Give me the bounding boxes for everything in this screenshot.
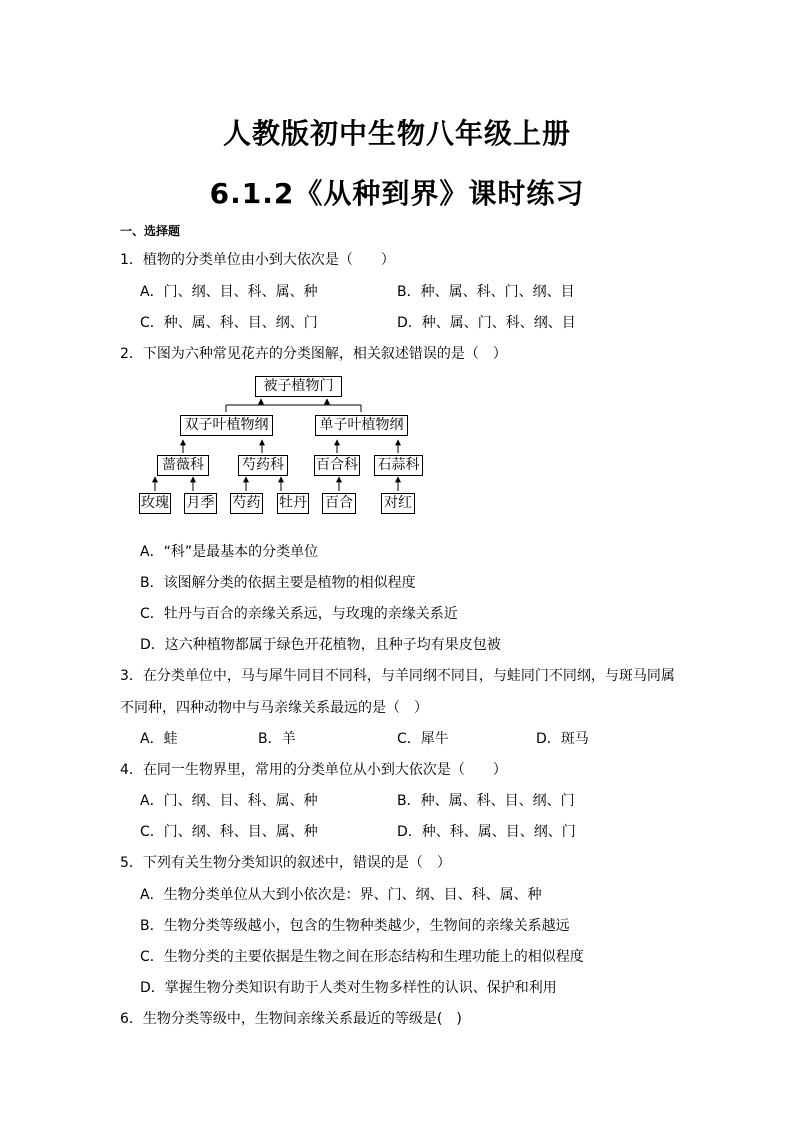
q1-option-c: C．种、属、科、目、纲、门 [140,315,318,331]
box-class-monocot: 单子叶植物纲 [315,415,408,436]
q1-stem: 1．植物的分类单位由小到大依次是（ ） [120,252,395,268]
q3-option-c: C．犀牛 [397,731,449,747]
q4-option-a: A．门、纲、目、科、属、种 [140,793,318,809]
q4-option-c: C．门、纲、科、目、属、种 [140,824,318,840]
box-species-treepeony: 牡丹 [277,493,309,514]
q1-option-a: A．门、纲、目、科、属、种 [140,284,318,300]
box-family-paeoniaceae: 芍药科 [238,455,288,476]
box-phylum: 被子植物门 [255,376,342,397]
q2-stem: 2．下图为六种常见花卉的分类图解，相关叙述错误的是（ ） [120,346,507,362]
box-family-liliaceae: 百合科 [314,455,360,476]
box-species-peony: 芍药 [230,493,263,514]
q2-option-d: D．这六种植物都属于绿色开花植物，且种子均有果皮包被 [140,637,501,653]
q1-option-d: D．种、属、门、科、纲、目 [397,315,576,331]
q5-stem: 5．下列有关生物分类知识的叙述中，错误的是（ ） [120,855,451,871]
q3-stem-line1: 3．在分类单位中，马与犀牛同目不同科，与羊同纲不同目，与蛙同门不同纲，与斑马同属 [120,668,675,684]
q5-option-a: A．生物分类单位从大到小依次是：界、门、纲、目、科、属、种 [140,887,542,903]
q3-option-a: A．蛙 [140,731,178,747]
box-species-lily: 百合 [322,493,356,514]
box-family-amaryllidaceae: 石蒜科 [374,455,423,476]
q5-option-c: C．生物分类的主要依据是生物之间在形态结构和生理功能上的相似程度 [140,949,584,965]
q3-option-d: D．斑马 [536,731,589,747]
q3-option-b: B．羊 [258,731,296,747]
q4-option-d: D．种、科、属、目、纲、门 [397,824,576,840]
doc-title-line2: 6.1.2《从种到界》课时练习 [209,177,585,210]
box-species-rose: 玫瑰 [139,493,171,514]
section-heading: 一、选择题 [120,224,181,238]
q2-option-b: B．该图解分类的依据主要是植物的相似程度 [140,575,416,591]
doc-title-line1: 人教版初中生物八年级上册 [222,117,571,150]
box-family-rosaceae: 蔷薇科 [157,455,209,476]
q4-stem: 4．在同一生物界里，常用的分类单位从小到大依次是（ ） [120,762,507,778]
q2-option-c: C．牡丹与百合的亲缘关系远，与玫瑰的亲缘关系近 [140,606,458,622]
q4-option-b: B．种、属、科、目、纲、门 [397,793,575,809]
q5-option-d: D．掌握生物分类知识有助于人类对生物多样性的认识、保护和利用 [140,980,557,996]
q1-option-b: B．种、属、科、门、纲、目 [397,284,575,300]
box-species-duihong: 对红 [381,493,415,514]
box-class-dicot: 双子叶植物纲 [180,415,273,436]
q3-stem-line2: 不同种，四种动物中与马亲缘关系最远的是（ ） [120,700,428,716]
q5-option-b: B．生物分类等级越小，包含的生物种类越少，生物间的亲缘关系越远 [140,918,570,934]
box-species-chinarose: 月季 [184,493,217,514]
q6-stem: 6．生物分类等级中，生物间亲缘关系最近的等级是( ) [120,1011,462,1027]
q2-option-a: A．“科”是最基本的分类单位 [140,544,319,560]
